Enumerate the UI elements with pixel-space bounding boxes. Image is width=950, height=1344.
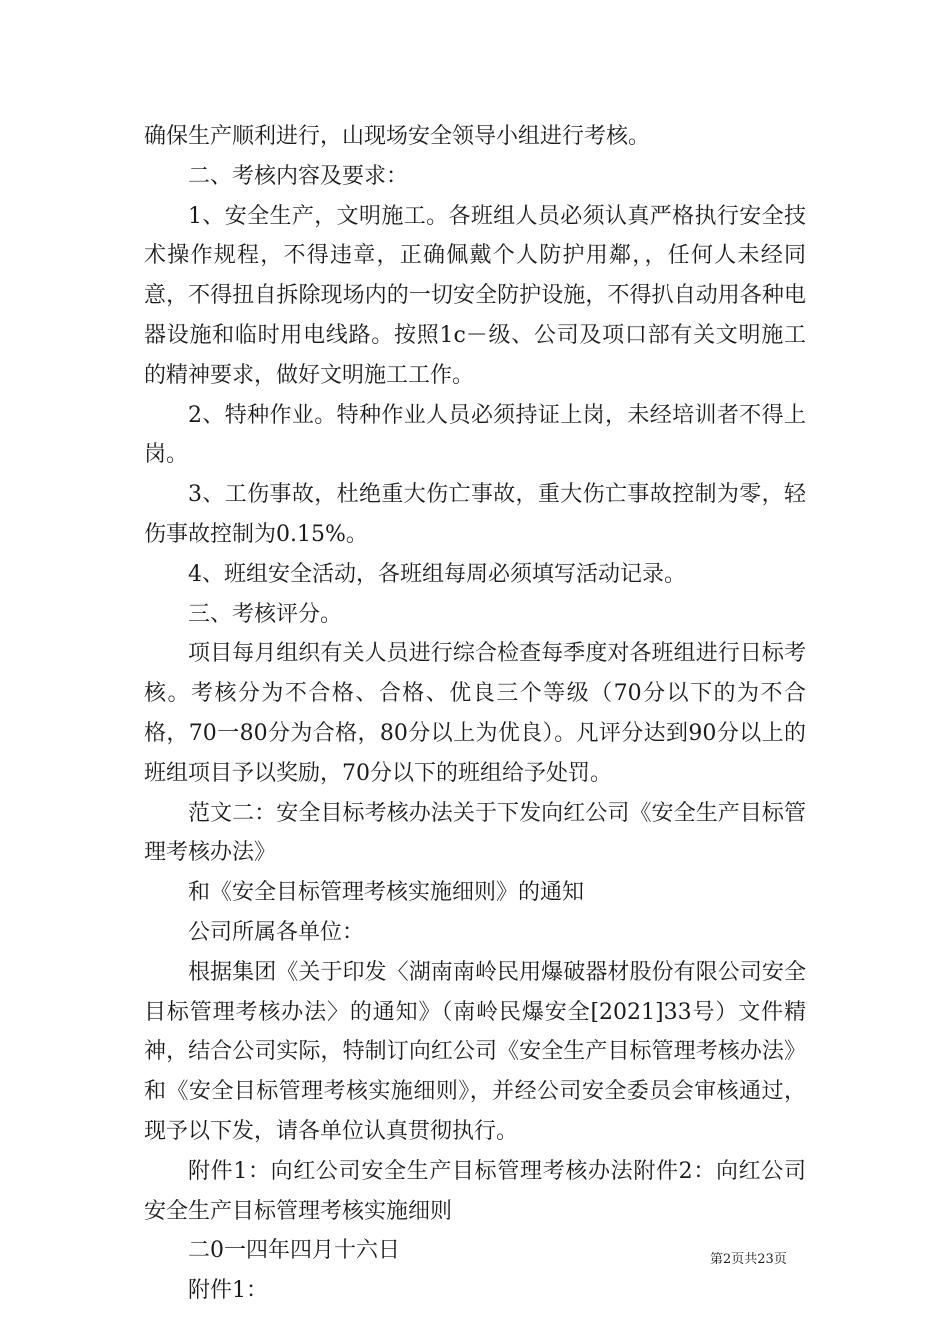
paragraph: 和《安全目标管理考核实施细则》的通知 xyxy=(188,880,585,906)
paragraph: 根据集团《关于印发〈湖南南岭民用爆破器材股份有限公司安全目标管理考核办法〉的通知》（南岭民爆安全[2021]33号）文件精神，结合公司实际，特制订向红公司《安全生产目标管理考核办法》和《安全目标管理考核实施细则》，并经公司安全委员会审核通过，现予以下发，请各单位认真贯彻执行。 xyxy=(144,959,806,1144)
paragraph: 2、特种作业。特种作业人员必须持证上岗，未经培训者不得上岗。 xyxy=(144,402,806,468)
paragraph: 附件1：向红公司安全生产目标管理考核办法附件2：向红公司安全生产目标管理考核实施细则 xyxy=(144,1158,806,1224)
document-body xyxy=(144,117,806,1311)
paragraph: 4、班组安全活动，各班组每周必须填写活动记录。 xyxy=(188,561,686,587)
section-heading: 三、考核评分。 xyxy=(188,601,343,627)
paragraph: 1、安全生产，文明施工。各班组人员必须认真严格执行安全技术操作规程，不得违章，正确佩戴个人防护用鄰，，任何人未经同意，不得扭自拆除现场内的一切安全防护设施，不得扒自动用各种电器设施和临时用电线路。按照1c－级、公司及项口部有关文明施工的精神要求，做好文明施工工作。 xyxy=(144,203,806,388)
date-line: 二0一四年四月十六日 xyxy=(188,1238,400,1264)
paragraph: 3、工伤事故，杜绝重大伤亡事故，重大伤亡事故控制为零，轻伤事故控制为0.15%。 xyxy=(144,482,806,547)
paragraph: 范文二：安全目标考核办法关于下发向红公司《安全生产目标管理考核办法》 xyxy=(144,800,806,866)
paragraph: 附件1： xyxy=(188,1278,268,1304)
page-number: 第2页共23页 xyxy=(710,1252,787,1267)
paragraph: 确保生产顺利进行，山现场安全领导小组进行考核。 xyxy=(144,124,651,149)
section-heading: 二、考核内容及要求： xyxy=(188,163,409,189)
paragraph: 公司所属各单位： xyxy=(188,919,365,945)
paragraph: 项目每月组织有关人员进行综合检查每季度对各班组进行日标考核。考核分为不合格、合格、优良三个等级（70分以下的为不合格，70一80分为合格，80分以上为优良）。凡评分达到90分以上的班组项目予以奖励，70分以下的班组给予处罚。 xyxy=(144,641,806,786)
